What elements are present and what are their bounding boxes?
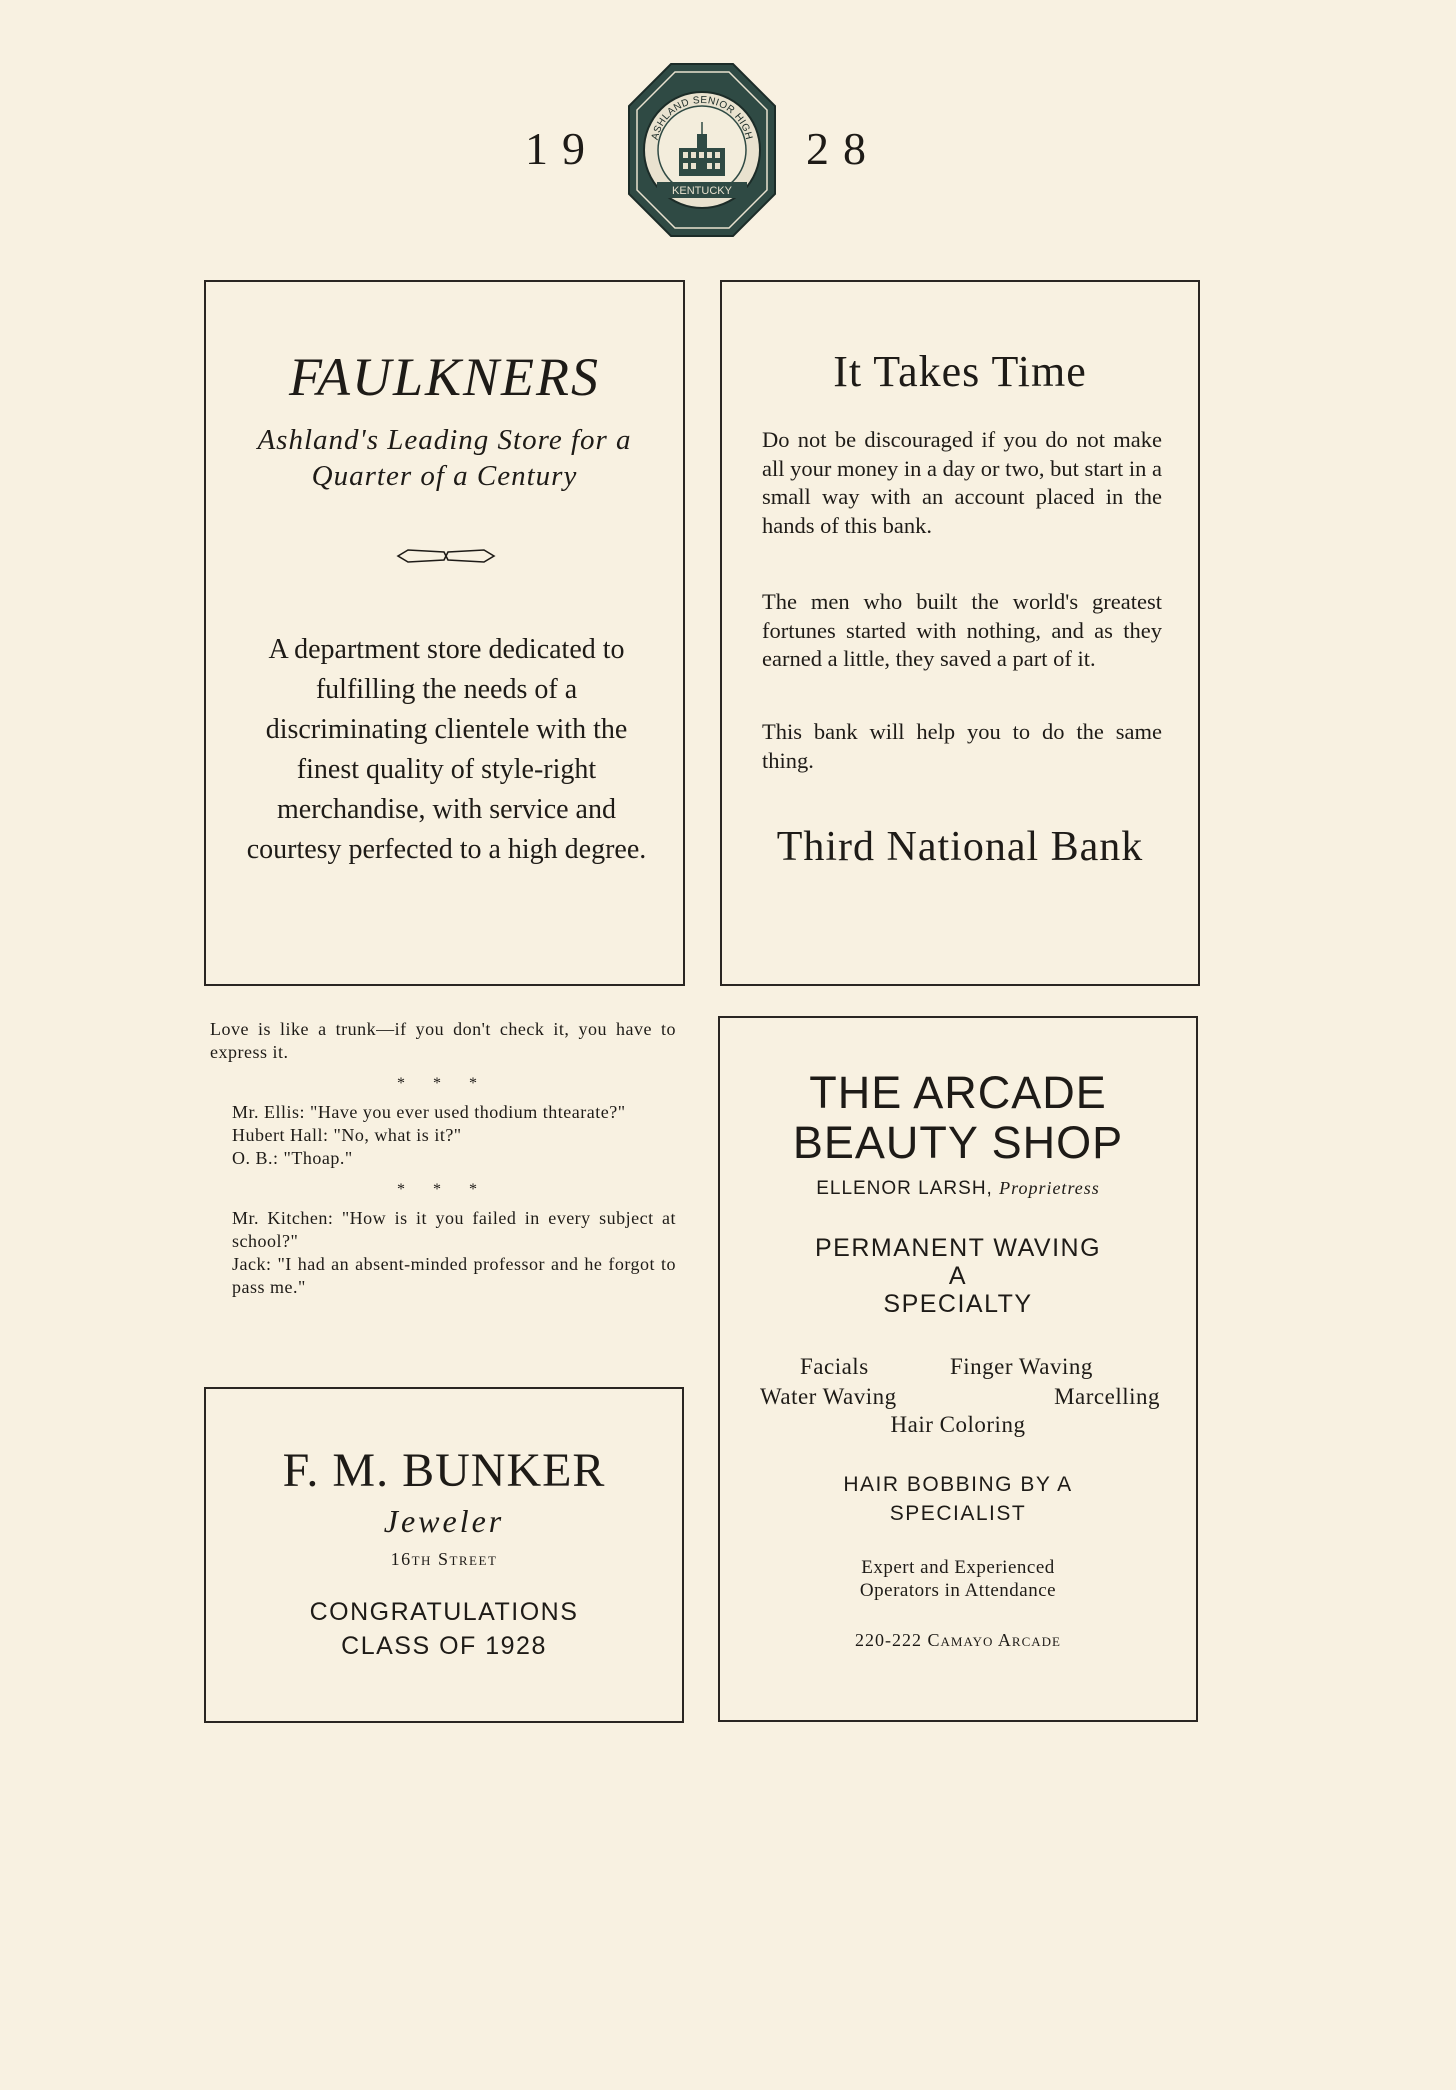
bunker-name: F. M. BUNKER	[282, 1444, 606, 1497]
arcade-ad	[718, 1016, 1198, 1722]
service-marcelling: Marcelling	[1054, 1384, 1160, 1409]
arcade-owner-title: Proprietress	[999, 1178, 1100, 1198]
arcade-specialty	[720, 1234, 1196, 1318]
year-left: 19	[525, 123, 599, 174]
year-right: 28	[806, 123, 880, 174]
arcade-address: 220-222 Camayo Arcade	[855, 1630, 1061, 1650]
specialty-line-3: SPECIALTY	[883, 1290, 1033, 1318]
joke-2-line-1: Mr. Ellis: "Have you ever used thodium thtearate?"	[232, 1102, 626, 1122]
bank-name: Third National Bank	[776, 824, 1144, 870]
service-hair-coloring: Hair Coloring	[890, 1412, 1026, 1437]
bank-paragraph-2: The men who built the world's greatest fortunes started with nothing, and as they earned a little, they saved a part of it.	[762, 589, 1162, 671]
arcade-name-line-2: BEAUTY SHOP	[792, 1117, 1124, 1168]
bobbing-line-2: SPECIALIST	[889, 1502, 1027, 1525]
bunker-congratulations	[206, 1595, 682, 1663]
arcade-experts	[720, 1556, 1196, 1602]
bunker-ad	[204, 1387, 684, 1723]
arcade-owner-name: ELLENOR LARSH,	[816, 1178, 993, 1199]
faulkners-ad	[204, 280, 685, 986]
specialty-line-1: PERMANENT WAVING	[814, 1234, 1102, 1262]
experts-line-2: Operators in Attendance	[859, 1580, 1057, 1601]
faulkners-tagline: Ashland's Leading Store for a Quarter of a Century	[257, 424, 632, 492]
seal-bottom-text: KENTUCKY	[672, 185, 732, 197]
service-water-waving: Water Waving	[760, 1384, 897, 1409]
school-seal-icon	[627, 62, 777, 238]
divider-ornament-icon	[396, 548, 496, 564]
bobbing-line-1: HAIR BOBBING BY A	[843, 1473, 1073, 1496]
service-facials: Facials	[800, 1354, 869, 1379]
bank-paragraph-1: Do not be discouraged if you do not make all your money in a day or two, but start in a small way with an account placed in the hands of this bank.	[762, 427, 1162, 538]
congrats-line-1: CONGRATULATIONS	[309, 1598, 579, 1626]
arcade-owner	[720, 1178, 1196, 1200]
joke-1: Love is like a trunk—if you don't check it, you have to express it.	[210, 1019, 676, 1062]
joke-3-line-1: Mr. Kitchen: "How is it you failed in every subject at school?"	[232, 1208, 676, 1251]
joke-2-line-3: O. B.: "Thoap."	[232, 1148, 353, 1168]
joke-2-line-2: Hubert Hall: "No, what is it?"	[232, 1125, 462, 1145]
arcade-name	[720, 1068, 1196, 1168]
experts-line-1: Expert and Experienced	[861, 1557, 1055, 1578]
faulkners-body: A department store dedicated to fulfilling the needs of a discriminating clientele with the finest quality of style-right merchandise, with service and courtesy perfected to a high degree.	[246, 634, 647, 865]
bank-heading: It Takes Time	[833, 347, 1087, 396]
bunker-title: Jeweler	[383, 1503, 505, 1539]
jokes-column	[210, 1018, 676, 1299]
bank-paragraph-3: This bank will help you to do the same thing.	[762, 719, 1162, 773]
specialty-line-2: A	[948, 1262, 968, 1290]
joke-3-line-2: Jack: "I had an absent-minded professor and he forgot to pass me."	[232, 1254, 676, 1297]
joke-separator: * * *	[397, 1181, 489, 1198]
bank-ad	[720, 280, 1200, 986]
congrats-line-2: CLASS OF 1928	[341, 1632, 547, 1660]
faulkners-name: FAULKNERS	[288, 347, 601, 407]
bunker-street: 16th Street	[390, 1549, 498, 1569]
arcade-name-line-1: THE ARCADE	[809, 1067, 1107, 1118]
arcade-bobbing	[720, 1470, 1196, 1528]
joke-separator: * * *	[397, 1075, 489, 1092]
seal-top-text: ASHLAND SENIOR HIGH	[649, 94, 755, 142]
service-finger-waving: Finger Waving	[950, 1354, 1093, 1379]
